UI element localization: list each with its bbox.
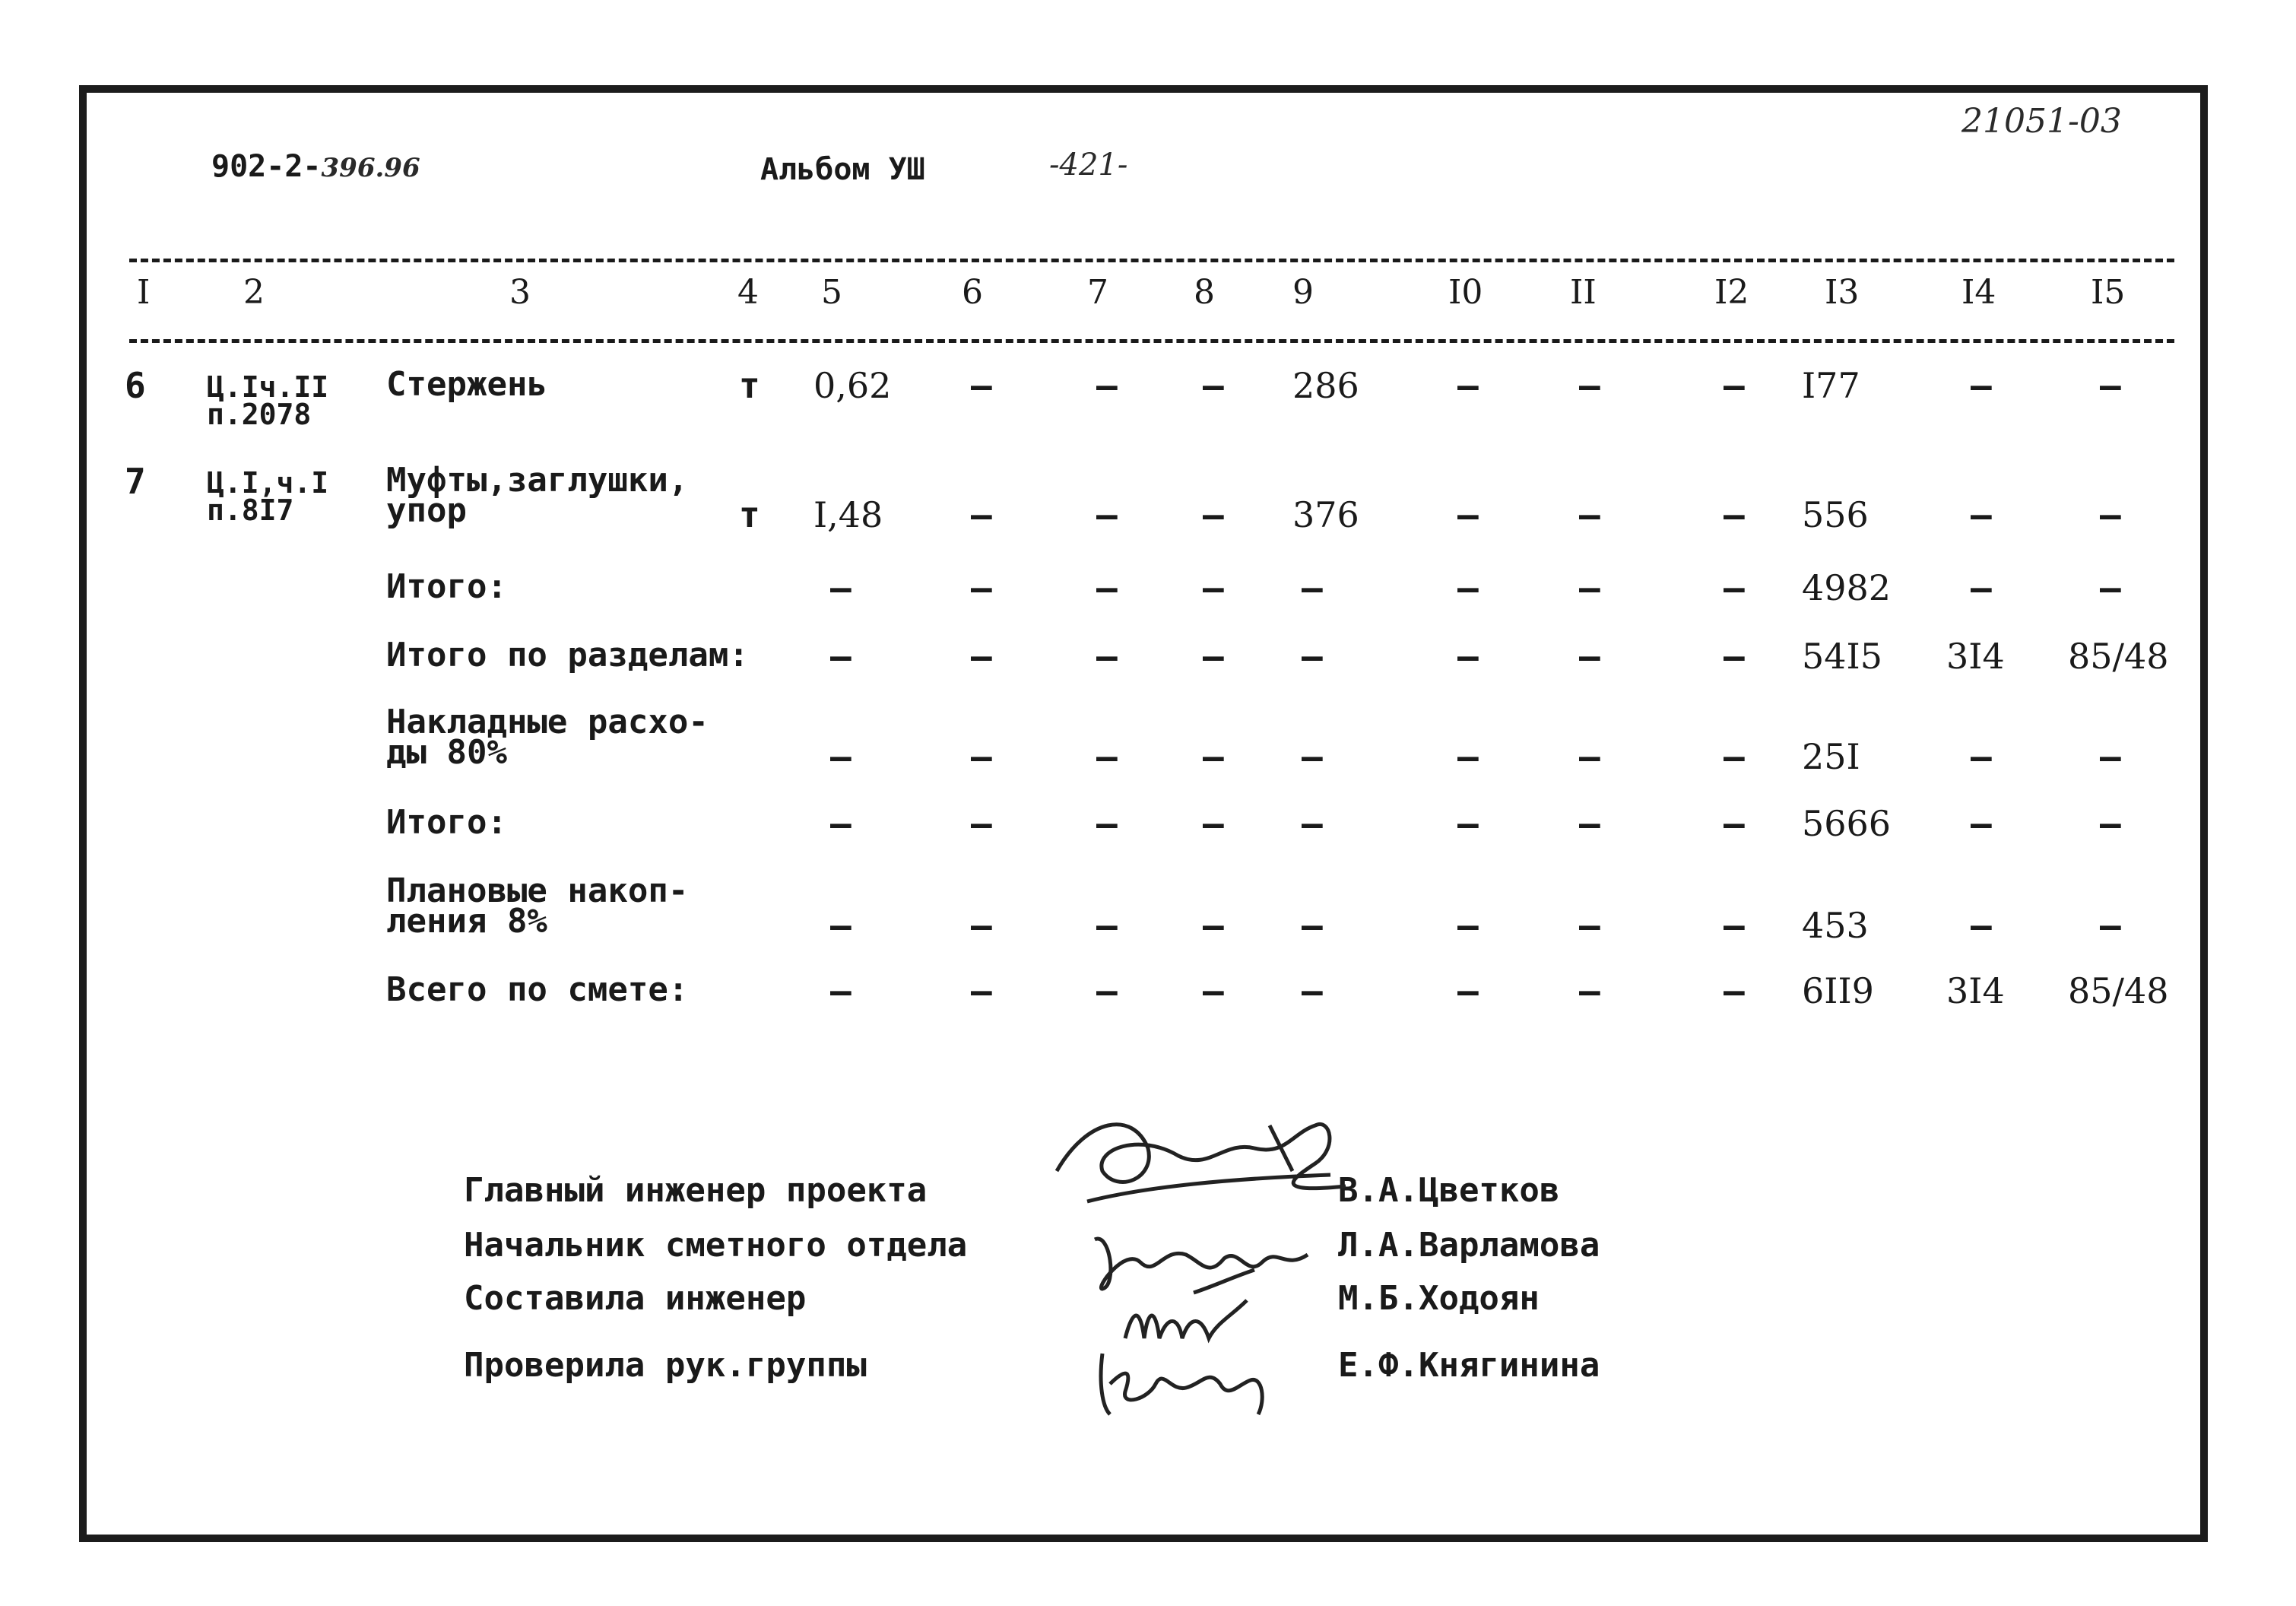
row-value-col-12: – [1724,567,1745,608]
row-value-col-8: – [1203,970,1224,1011]
signatory-name: Л.А.Варламова [1338,1226,1600,1265]
sheet-code [211,149,420,184]
row-value-col-11: – [1579,803,1600,844]
row-value-col-10: – [1457,636,1479,677]
row-value-col-8: – [1203,736,1224,777]
signature-role: Проверила рук.группы [464,1346,867,1385]
row-value-col-14: – [1971,905,1992,946]
row-value-col-6: – [971,905,992,946]
row-value-col-5: 0,62 [813,365,892,406]
row-name-line: Итого по разделам: [386,636,749,674]
row-value-col-9: – [1302,567,1323,608]
row-value-col-7: – [1096,803,1118,844]
row-value-col-8: – [1203,494,1224,535]
row-value-col-15: 85/48 [2068,970,2169,1011]
row-value-col-7: – [1096,365,1118,406]
row-value-col-10: – [1457,736,1479,777]
row-value-col-5: – [830,970,851,1011]
column-header-15: I5 [2091,273,2126,312]
row-value-col-15: – [2100,494,2121,535]
row-value-col-6: – [971,494,992,535]
column-header-14: I4 [1961,273,1996,312]
row-name-line: Плановые накоп- [386,871,689,910]
signature-role: Главный инженер проекта [464,1171,928,1210]
row-value-col-8: – [1203,636,1224,677]
row-value-col-6: – [971,365,992,406]
row-value-col-14: – [1971,365,1992,406]
row-value-col-11: – [1579,365,1600,406]
row-value-col-13: 4982 [1802,567,1892,608]
row-value-col-5: – [830,803,851,844]
column-header-4: 4 [737,273,759,312]
row-value-col-12: – [1724,494,1745,535]
row-value-col-6: – [971,803,992,844]
row-value-col-11: – [1579,736,1600,777]
row-value-col-13: 54I5 [1802,636,1882,677]
row-value-col-14: 3I4 [1946,636,2005,677]
row-value-col-7: – [1096,905,1118,946]
column-header-9: 9 [1292,273,1314,312]
column-header-7: 7 [1087,273,1108,312]
row-code-line: п.8I7 [207,494,294,527]
row-value-col-8: – [1203,365,1224,406]
signature-knyaginina [1087,1338,1285,1422]
row-name-line: Итого: [386,567,507,606]
row-value-col-10: – [1457,567,1479,608]
row-value-col-14: – [1971,736,1992,777]
row-name-line: Всего по смете: [386,970,689,1009]
album-label: Альбом УШ [760,152,925,187]
row-value-col-15: – [2100,365,2121,406]
row-name-line: ды 80% [386,733,507,772]
signature-role: Начальник сметного отдела [464,1226,968,1265]
row-value-col-14: – [1971,567,1992,608]
row-name-line: ления 8% [386,902,547,941]
row-value-col-7: – [1096,970,1118,1011]
row-value-col-12: – [1724,736,1745,777]
row-value-col-13: 556 [1802,494,1869,535]
row-name-line: Итого: [386,803,507,842]
row-value-col-15: – [2100,736,2121,777]
row-value-col-9: – [1302,970,1323,1011]
signatory-name: М.Б.Ходоян [1338,1279,1540,1318]
row-value-col-11: – [1579,970,1600,1011]
row-value-col-6: – [971,636,992,677]
row-value-col-6: – [971,736,992,777]
row-value-col-5: I,48 [813,494,883,535]
registration-number: 21051-03 [1961,102,2122,141]
row-value-col-10: – [1457,494,1479,535]
row-code-line: Ц.Iч.II [207,370,329,404]
signatory-name: Е.Ф.Княгинина [1338,1346,1600,1385]
row-value-col-14: – [1971,494,1992,535]
column-header-11: II [1570,273,1597,312]
row-value-col-5: – [830,567,851,608]
signature-role: Составила инженер [464,1279,807,1318]
row-value-col-7: – [1096,636,1118,677]
row-value-col-8: – [1203,567,1224,608]
row-value-col-11: – [1579,636,1600,677]
row-unit: т [739,494,760,535]
row-value-col-15: – [2100,567,2121,608]
row-value-col-11: – [1579,494,1600,535]
row-name-line: Стержень [386,365,547,404]
column-header-3: 3 [509,273,531,312]
column-header-6: 6 [962,273,983,312]
signatory-name: В.А.Цветков [1338,1171,1560,1210]
row-value-col-6: – [971,567,992,608]
column-header-12: I2 [1714,273,1749,312]
row-value-col-15: 85/48 [2068,636,2169,677]
row-value-col-14: 3I4 [1946,970,2005,1011]
sheet-code-suffix: 396.96 [321,153,420,183]
row-value-col-9: – [1302,736,1323,777]
row-value-col-12: – [1724,970,1745,1011]
row-value-col-13: I77 [1802,365,1860,406]
row-name-line: упор [386,491,467,530]
row-value-col-9: 286 [1292,365,1359,406]
column-header-5: 5 [821,273,842,312]
row-value-col-13: 6II9 [1802,970,1874,1011]
row-name-line: Накладные расхо- [386,703,709,741]
row-value-col-8: – [1203,905,1224,946]
header-bottom-rule [129,339,2174,343]
row-value-col-10: – [1457,365,1479,406]
column-header-1: I [137,273,151,312]
row-value-col-13: 5666 [1802,803,1892,844]
sheet-code-main: 902-2- [211,149,322,184]
column-header-10: I0 [1448,273,1483,312]
row-value-col-10: – [1457,970,1479,1011]
row-value-col-7: – [1096,567,1118,608]
row-value-col-10: – [1457,905,1479,946]
row-value-col-8: – [1203,803,1224,844]
row-value-col-12: – [1724,905,1745,946]
row-number: 7 [125,461,146,502]
column-header-13: I3 [1825,273,1860,312]
row-value-col-7: – [1096,494,1118,535]
row-code-line: Ц.I,ч.I [207,466,329,500]
row-value-col-15: – [2100,803,2121,844]
row-value-col-9: – [1302,905,1323,946]
row-value-col-12: – [1724,365,1745,406]
header-top-rule [129,259,2174,262]
row-value-col-9: – [1302,803,1323,844]
row-value-col-14: – [1971,803,1992,844]
signature-tsvetkov [1042,1103,1361,1224]
row-value-col-11: – [1579,567,1600,608]
row-value-col-5: – [830,736,851,777]
column-header-8: 8 [1194,273,1215,312]
row-value-col-7: – [1096,736,1118,777]
row-value-col-13: 25I [1802,736,1860,777]
column-header-2: 2 [243,273,265,312]
row-code-line: п.2078 [207,398,312,431]
row-value-col-10: – [1457,803,1479,844]
row-value-col-15: – [2100,905,2121,946]
row-unit: т [739,365,760,406]
row-value-col-9: – [1302,636,1323,677]
row-value-col-13: 453 [1802,905,1869,946]
row-value-col-11: – [1579,905,1600,946]
row-name-line: Муфты,заглушки, [386,461,689,500]
page-number: -421- [1049,148,1128,182]
row-value-col-5: – [830,905,851,946]
row-value-col-12: – [1724,803,1745,844]
row-value-col-6: – [971,970,992,1011]
row-number: 6 [125,365,146,406]
row-value-col-5: – [830,636,851,677]
row-value-col-12: – [1724,636,1745,677]
row-value-col-9: 376 [1292,494,1359,535]
